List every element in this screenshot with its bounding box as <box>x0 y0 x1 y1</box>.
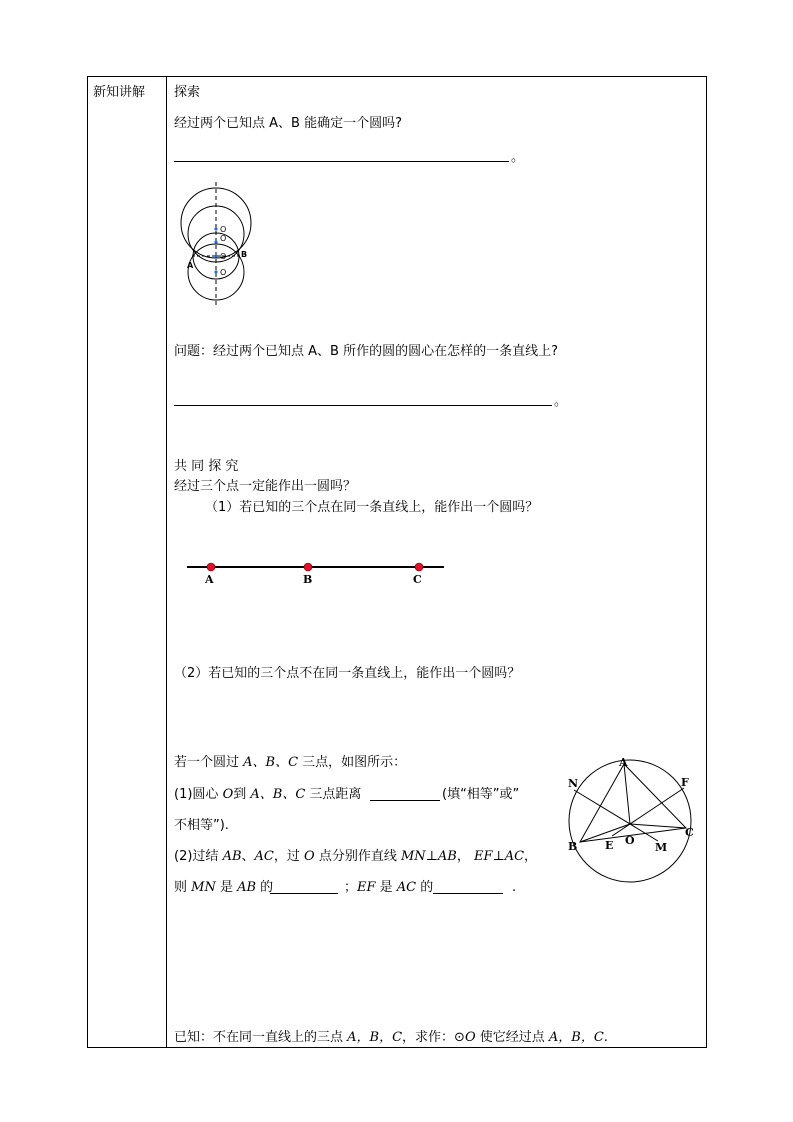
column-divider <box>166 76 167 1048</box>
two-point-circles-figure <box>170 180 265 310</box>
circle-intro: 若一个圆过 A、B、C 三点，如图所示： <box>174 755 407 770</box>
case-2-question: （2）若已知的三个点不在同一条直线上，能作出一个圆吗？ <box>174 666 521 681</box>
collinear-points-figure <box>185 558 447 588</box>
fig1-label-o3: O <box>220 252 227 261</box>
item-3-line-a: 则 MN 是 AB 的 <box>174 880 274 895</box>
item-2-line: (2)过结 AB、AC，过 O 点分别作直线 MN⊥AB， EF⊥AC， <box>174 849 538 864</box>
fig1-label-o1: O <box>220 225 227 234</box>
item-3-blank-2[interactable] <box>433 893 503 894</box>
item-3-end: . <box>512 880 517 895</box>
fig1-label-b: B <box>241 250 248 259</box>
item-1-line: (1)圆心 O到 A、B、C 三点距离 <box>174 787 362 802</box>
known-statement: 已知：不在同一直线上的三点 A，B，C，求作：⊙O 使它经过点 A，B，C. <box>174 1030 608 1045</box>
together-question: 经过三个点一定能作出一圆吗？ <box>174 479 357 494</box>
point-c-marker <box>415 563 423 571</box>
item-3-blank-1[interactable] <box>270 893 338 894</box>
fig2-label-b: B <box>568 840 578 853</box>
fig2-label-a: A <box>619 756 628 769</box>
item-3-line-b: ；EF 是 AC 的 <box>344 880 434 895</box>
fig1-label-a: A <box>187 261 194 270</box>
point-b-marker <box>304 563 312 571</box>
fig2-label-e: E <box>605 839 614 852</box>
together-heading: 共 同 探 究 <box>174 459 239 474</box>
fig2-label-o: O <box>625 834 635 847</box>
item-1-hint: (填“相等”或” <box>442 787 520 802</box>
point-b-label: B <box>303 573 313 586</box>
point-a-marker <box>207 563 215 571</box>
explore-question-1: 经过两个已知点 A、B 能确定一个圆吗? <box>174 116 402 131</box>
fig2-label-c: C <box>685 826 694 839</box>
point-a-label: A <box>205 573 214 586</box>
case-1-question: （1）若已知的三个点在同一条直线上，能作出一个圆吗？ <box>205 500 539 515</box>
explore-heading: 探索 <box>174 85 201 100</box>
answer-end-2: 。 <box>554 394 568 409</box>
item-1-hint-cont: 不相等”). <box>174 818 229 833</box>
fig2-label-n: N <box>568 777 579 790</box>
fig2-label-f: F <box>681 776 689 789</box>
fig1-label-o4: O <box>220 268 227 277</box>
circumcircle-figure <box>560 752 705 887</box>
fig2-label-m: M <box>655 841 668 854</box>
answer-blank-2[interactable] <box>174 405 552 406</box>
answer-end-1: 。 <box>511 150 525 165</box>
fig1-label-o2: O <box>220 234 227 243</box>
answer-blank-1[interactable] <box>174 161 509 162</box>
item-1-blank[interactable] <box>370 800 440 801</box>
explore-question-2: 问题：经过两个已知点 A、B 所作的圆的圆心在怎样的一条直线上? <box>174 344 558 359</box>
point-c-label: C <box>413 573 422 586</box>
section-label: 新知讲解 <box>93 85 146 100</box>
